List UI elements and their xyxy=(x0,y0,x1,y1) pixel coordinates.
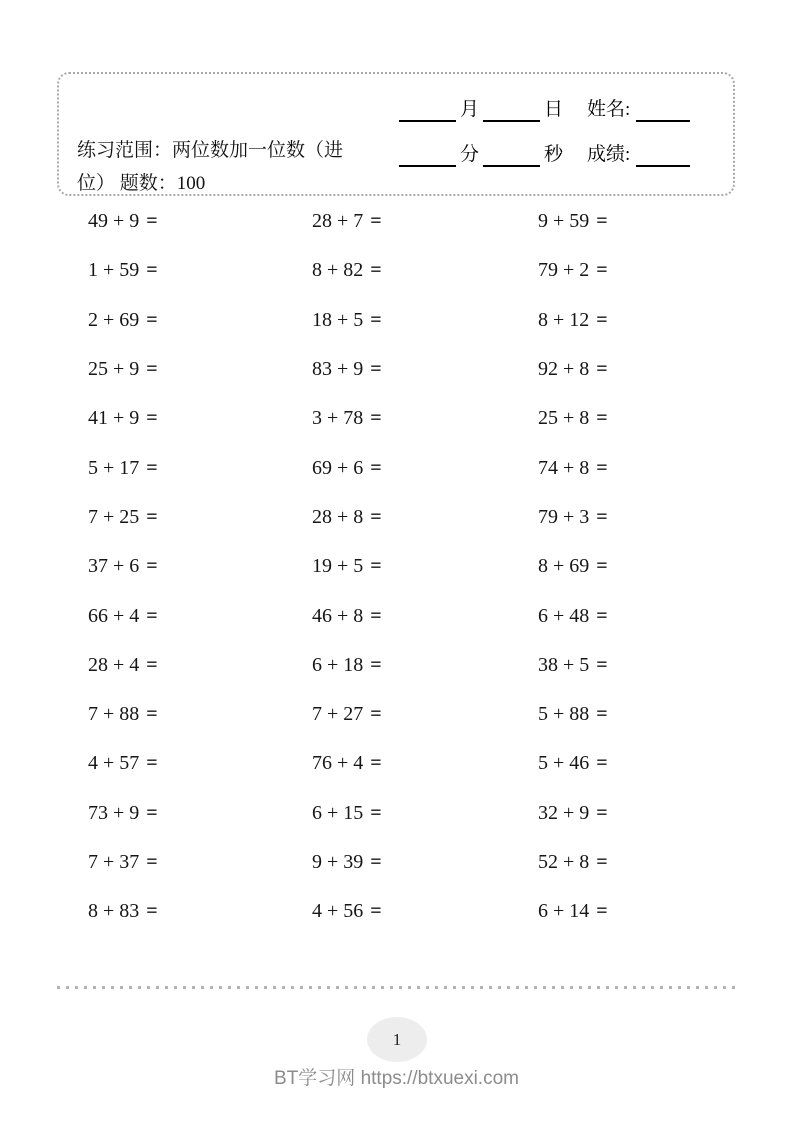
math-problem: 6 + 14 = xyxy=(538,900,608,923)
math-problem: 5 + 46 = xyxy=(538,752,608,775)
math-problem: 8 + 82 = xyxy=(312,259,382,282)
math-problem: 25 + 8 = xyxy=(538,407,608,430)
page-number: 1 xyxy=(392,1029,402,1049)
math-problem: 38 + 5 = xyxy=(538,653,608,676)
day-blank-line xyxy=(483,104,540,122)
month-label: 月 xyxy=(460,99,480,120)
math-problem: 49 + 9 = xyxy=(88,210,158,233)
math-problem: 41 + 9 = xyxy=(88,407,158,430)
math-problem: 7 + 27 = xyxy=(312,703,382,726)
math-problem: 4 + 56 = xyxy=(312,900,382,923)
name-label: 姓名: xyxy=(587,99,631,120)
math-problem: 9 + 59 = xyxy=(538,210,608,233)
math-problem: 6 + 48 = xyxy=(538,604,608,627)
name-blank-line xyxy=(636,104,690,122)
math-problem: 6 + 18 = xyxy=(312,653,382,676)
math-problem: 2 + 69 = xyxy=(88,308,158,331)
math-problem: 76 + 4 = xyxy=(312,752,382,775)
math-problem: 7 + 88 = xyxy=(88,703,158,726)
math-problem: 52 + 8 = xyxy=(538,851,608,873)
footer-site-text: BT学习网 https://btxuexi.com xyxy=(274,1068,519,1089)
math-problem: 73 + 9 = xyxy=(88,801,158,824)
score-blank-line xyxy=(636,149,690,167)
math-problem: 28 + 8 = xyxy=(312,505,382,528)
date-name-row xyxy=(399,96,729,122)
practice-scope-line1: 练习范围：两位数加一位数（进 xyxy=(77,140,344,161)
math-problem: 79 + 3 = xyxy=(538,505,608,528)
math-problem: 74 + 8 = xyxy=(538,456,608,479)
dotted-separator xyxy=(57,986,738,989)
page-number-badge xyxy=(367,1017,427,1062)
math-problem: 7 + 25 = xyxy=(88,505,158,528)
header-fields xyxy=(399,96,729,186)
math-problem: 9 + 39 = xyxy=(312,851,382,873)
math-problem: 28 + 7 = xyxy=(312,210,382,233)
math-problem: 8 + 83 = xyxy=(88,900,158,923)
math-problem: 83 + 9 = xyxy=(312,358,382,381)
problems-grid xyxy=(0,197,793,936)
practice-scope-line2: 位） 题数：100 xyxy=(77,173,206,194)
math-problem: 19 + 5 = xyxy=(312,555,382,578)
second-label: 秒 xyxy=(544,144,564,165)
time-score-row xyxy=(399,141,729,167)
math-problem: 28 + 4 = xyxy=(88,653,158,676)
math-problem: 3 + 78 = xyxy=(312,407,382,430)
math-problem: 8 + 12 = xyxy=(538,308,608,331)
math-problem: 18 + 5 = xyxy=(312,308,382,331)
math-problem: 37 + 6 = xyxy=(88,555,158,578)
math-problem: 8 + 69 = xyxy=(538,555,608,578)
month-blank-line xyxy=(399,104,456,122)
math-problem: 66 + 4 = xyxy=(88,604,158,627)
math-problem: 69 + 6 = xyxy=(312,456,382,479)
math-problem: 6 + 15 = xyxy=(312,801,382,824)
minute-blank-line xyxy=(399,149,456,167)
math-problem: 46 + 8 = xyxy=(312,604,382,627)
minute-label: 分 xyxy=(460,144,480,165)
math-problem: 79 + 2 = xyxy=(538,259,608,282)
math-problem: 5 + 88 = xyxy=(538,703,608,726)
second-blank-line xyxy=(483,149,540,167)
math-problem: 25 + 9 = xyxy=(88,358,158,381)
math-problem: 32 + 9 = xyxy=(538,801,608,824)
header-box xyxy=(57,72,735,196)
math-problem: 4 + 57 = xyxy=(88,752,158,775)
math-problem: 92 + 8 = xyxy=(538,358,608,381)
math-problem: 1 + 59 = xyxy=(88,259,158,282)
day-label: 日 xyxy=(544,99,564,120)
score-label: 成绩: xyxy=(587,144,631,165)
math-problem: 7 + 37 = xyxy=(88,851,158,873)
practice-scope-text xyxy=(77,134,417,200)
math-problem: 5 + 17 = xyxy=(88,456,158,479)
